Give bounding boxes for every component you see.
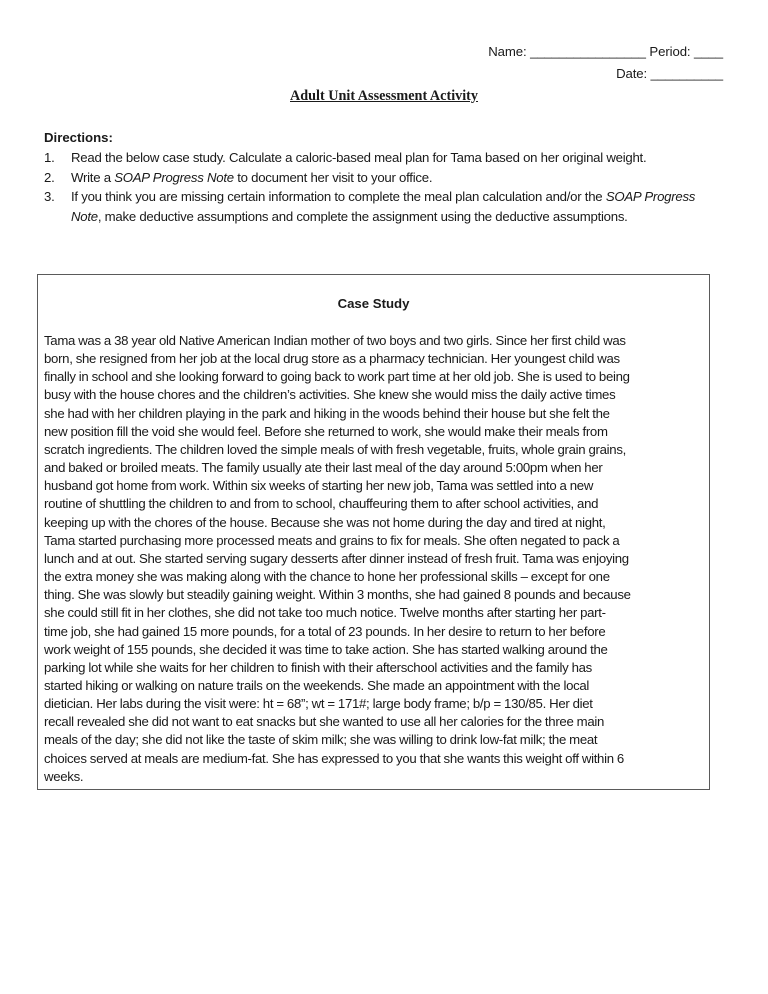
case-study-line: dietician. Her labs during the visit were: ht = 68”; wt = 171#; large body frame; b/p = 130/85. Her diet xyxy=(44,696,593,712)
direction-text-italic: SOAP Progress Note xyxy=(114,169,234,185)
case-study-line: work weight of 155 pounds, she decided it was time to take action. She has started walking around the xyxy=(44,641,608,657)
case-study-line: keeping up with the chores of the house. Because she was not home during the day and tired at night, xyxy=(44,514,606,530)
case-study-line: started hiking or walking on nature trails on the weekends. She made an appointment with the local xyxy=(44,677,590,693)
directions-list xyxy=(44,148,724,226)
direction-text xyxy=(71,189,695,224)
date-line: Date: __________ xyxy=(616,66,723,81)
case-study-line: parking lot while she waits for her children to finish with their afterschool activities and the family has xyxy=(44,659,592,675)
case-study-line: Tama was a 38 year old Native American Indian mother of two boys and two girls. Since her first child was xyxy=(44,333,626,348)
direction-text-segment: Read the below case study. Calculate a caloric-based meal plan for Tama based on her original weight. xyxy=(71,150,647,165)
direction-number: 3. xyxy=(44,189,55,204)
direction-text-italic: SOAP Progress Note xyxy=(71,189,696,224)
name-period-line: Name: ________________ Period: ____ xyxy=(488,44,723,59)
page-title: Adult Unit Assessment Activity xyxy=(290,88,478,104)
case-study-line: finally in school and she looking forward to going back to work part time at her old job. She is used to being xyxy=(44,369,630,385)
case-study-line: lunch and at out. She started serving sugary desserts after dinner instead of fresh fruit. Tama was enjoying xyxy=(44,550,629,566)
case-study-line: choices served at meals are medium-fat. She has expressed to you that she wants this weight off within 6 xyxy=(44,750,624,766)
case-study-line: born, she resigned from her job at the local drug store as a pharmacy technician. Her youngest child was xyxy=(44,351,620,367)
case-study-line: she could still fit in her clothes, she did not take too much notice. Twelve months after starting her part- xyxy=(44,605,606,621)
case-study-line: new position fill the void she would feel. Before she returned to work, she would make their meals from xyxy=(44,423,608,439)
case-study-line: thing. She was slowly but steadily gaining weight. Within 3 months, she had gained 8 pounds and because xyxy=(44,587,631,603)
direction-text-segment: , make deductive assumptions and complete the assignment using the deductive assumptions. xyxy=(97,208,628,224)
direction-item xyxy=(44,148,724,168)
case-study-line: time job, she had gained 15 more pounds, for a total of 23 pounds. In her desire to return to her before xyxy=(44,623,606,639)
case-study-box xyxy=(37,274,710,790)
direction-text xyxy=(71,170,432,185)
case-study-line: scratch ingredients. The children loved the simple meals of with fresh vegetable, fruits, whole grain grains, xyxy=(44,441,626,457)
direction-number: 1. xyxy=(44,150,55,165)
case-study-line: Tama started purchasing more processed meats and grains to fix for meals. She often negated to pack a xyxy=(44,532,620,548)
case-study-line: routine of shuttling the children to and from to school, chauffeuring them to after school activities, and xyxy=(44,496,599,512)
case-study-line: weeks. xyxy=(44,768,84,784)
case-study-line: meals of the day; she did not like the taste of skim milk; she was willing to drink low-fat milk; the meat xyxy=(44,732,598,748)
direction-text-segment: to document her visit to your office. xyxy=(233,169,433,185)
case-study-line: she had with her children playing in the park and hiking in the woods behind their house but she felt the xyxy=(44,405,610,421)
directions-heading: Directions: xyxy=(44,130,113,145)
direction-text xyxy=(71,150,646,165)
case-study-line: busy with the house chores and the children’s activities. She knew she would miss the daily active times xyxy=(44,387,616,403)
case-study-line: the extra money she was making along with the chance to hone her professional skills – except for one xyxy=(44,569,610,585)
case-study-title: Case Study xyxy=(337,296,410,311)
direction-item xyxy=(44,187,724,226)
direction-item xyxy=(44,168,724,188)
direction-number: 2. xyxy=(44,169,55,185)
direction-text-segment: If you think you are missing certain information to complete the meal plan calculation and/or the xyxy=(71,189,606,204)
case-study-line: recall revealed she did not want to eat snacks but she wanted to use all her calories for the three main xyxy=(44,714,605,730)
case-study-line: husband got home from work. Within six weeks of starting her new job, Tama was settled into a new xyxy=(44,478,594,494)
case-study-line: and baked or broiled meats. The family usually ate their last meal of the day around 5:00pm when her xyxy=(44,460,603,476)
direction-text-segment: Write a xyxy=(71,169,115,185)
case-study-body xyxy=(44,332,708,786)
